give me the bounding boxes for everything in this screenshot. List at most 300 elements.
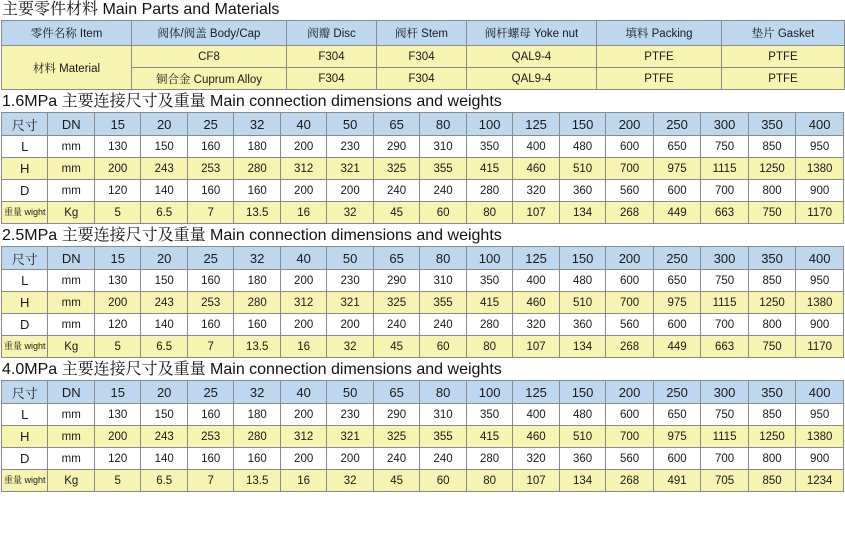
dimension-cell: 360 bbox=[559, 448, 605, 470]
dn-header-cell: 15 bbox=[94, 113, 140, 136]
parts-cell: PTFE bbox=[597, 68, 722, 90]
dimension-cell: 650 bbox=[653, 404, 701, 426]
dimension-cell: 1380 bbox=[796, 426, 844, 448]
dimension-cell: 800 bbox=[748, 314, 796, 336]
parts-cell: QAL9-4 bbox=[467, 46, 597, 68]
row-label: 重量 wight bbox=[2, 470, 48, 492]
dn-header-cell: 15 bbox=[94, 247, 140, 270]
dimension-cell: 200 bbox=[280, 136, 326, 158]
dimension-cell: 700 bbox=[701, 448, 749, 470]
parts-title: 主要零件材料 Main Parts and Materials bbox=[2, 1, 280, 18]
parts-cell: PTFE bbox=[597, 46, 722, 68]
dimension-cell: 290 bbox=[373, 270, 419, 292]
dimension-cell: 310 bbox=[420, 404, 466, 426]
dimension-cell: 280 bbox=[466, 180, 512, 202]
dimension-cell: 321 bbox=[327, 292, 373, 314]
dimension-cell: 350 bbox=[466, 404, 512, 426]
dn-header-cell: 150 bbox=[559, 113, 605, 136]
dn-header-cell: 400 bbox=[796, 381, 844, 404]
dimension-cell: 32 bbox=[327, 336, 373, 358]
parts-cell: F304 bbox=[287, 46, 377, 68]
row-label: H bbox=[2, 426, 48, 448]
dimension-cell: 560 bbox=[606, 448, 654, 470]
dn-header-cell: 150 bbox=[559, 381, 605, 404]
dn-header-cell: 125 bbox=[513, 381, 559, 404]
dimension-cell: 243 bbox=[141, 426, 187, 448]
dimension-cell: 350 bbox=[466, 270, 512, 292]
dn-header-cell: DN bbox=[48, 381, 94, 404]
dimension-cell: 320 bbox=[513, 448, 559, 470]
dimension-cell: 705 bbox=[701, 470, 749, 492]
dimension-cell: 268 bbox=[606, 470, 654, 492]
dimension-cell: 160 bbox=[187, 180, 233, 202]
dimension-cell: 325 bbox=[373, 426, 419, 448]
dimension-row bbox=[2, 180, 844, 202]
dimension-cell: 290 bbox=[373, 404, 419, 426]
dn-header-cell: 100 bbox=[466, 113, 512, 136]
dimension-cell: 320 bbox=[513, 180, 559, 202]
dimension-cell: 460 bbox=[513, 292, 559, 314]
row-label: 重量 wight bbox=[2, 202, 48, 224]
row-unit: mm bbox=[48, 158, 94, 180]
dimension-cell: 280 bbox=[234, 292, 280, 314]
dimension-cell: 13.5 bbox=[234, 202, 280, 224]
dimension-cell: 5 bbox=[94, 336, 140, 358]
dn-header-cell: 300 bbox=[701, 247, 749, 270]
dn-header-cell: 20 bbox=[141, 381, 187, 404]
dimension-cell: 1380 bbox=[796, 158, 844, 180]
dimension-cell: 80 bbox=[466, 470, 512, 492]
dn-header-cell: 125 bbox=[513, 113, 559, 136]
dimension-cell: 510 bbox=[559, 158, 605, 180]
dimension-row bbox=[2, 470, 844, 492]
dimension-cell: 230 bbox=[327, 136, 373, 158]
dimension-cell: 650 bbox=[653, 136, 701, 158]
dimension-cell: 1115 bbox=[701, 292, 749, 314]
dimension-cell: 950 bbox=[796, 404, 844, 426]
dimension-cell: 240 bbox=[420, 448, 466, 470]
dimension-cell: 45 bbox=[373, 470, 419, 492]
row-unit: mm bbox=[48, 292, 94, 314]
dimension-cell: 140 bbox=[141, 448, 187, 470]
dimension-cell: 134 bbox=[559, 202, 605, 224]
dimension-cell: 107 bbox=[513, 470, 559, 492]
dimension-cell: 600 bbox=[653, 448, 701, 470]
dimension-cell: 480 bbox=[559, 270, 605, 292]
dimension-cell: 310 bbox=[420, 136, 466, 158]
dimension-cell: 6.5 bbox=[141, 470, 187, 492]
parts-header-cell: 阀杆螺母 Yoke nut bbox=[467, 21, 597, 46]
parts-cell: F304 bbox=[287, 68, 377, 90]
dimension-cell: 700 bbox=[606, 426, 654, 448]
dimensions-title: 2.5MPa 主要连接尺寸及重量 Main connection dimensions and weights bbox=[2, 227, 502, 244]
dimension-cell: 663 bbox=[701, 336, 749, 358]
row-unit: Kg bbox=[48, 336, 94, 358]
dimension-cell: 312 bbox=[280, 158, 326, 180]
parts-header-cell: 阀瓣 Disc bbox=[287, 21, 377, 46]
dn-header-cell: 50 bbox=[327, 247, 373, 270]
dimension-cell: 449 bbox=[653, 202, 701, 224]
dimension-cell: 400 bbox=[513, 136, 559, 158]
row-unit: mm bbox=[48, 404, 94, 426]
dimension-cell: 120 bbox=[94, 180, 140, 202]
dimension-cell: 130 bbox=[94, 404, 140, 426]
dn-header-cell: 40 bbox=[280, 113, 326, 136]
dimension-cell: 107 bbox=[513, 336, 559, 358]
dimension-cell: 140 bbox=[141, 180, 187, 202]
dn-header-cell: 250 bbox=[653, 113, 701, 136]
dn-header-cell: 200 bbox=[606, 113, 654, 136]
dn-header-cell: 250 bbox=[653, 381, 701, 404]
parts-materials-table bbox=[1, 20, 845, 90]
dimension-cell: 160 bbox=[187, 136, 233, 158]
dn-header-cell: 尺寸 bbox=[2, 113, 48, 136]
dimension-cell: 200 bbox=[327, 314, 373, 336]
dn-header-cell: 125 bbox=[513, 247, 559, 270]
row-label: D bbox=[2, 180, 48, 202]
parts-header-cell: 阀体/阀盖 Body/Cap bbox=[132, 21, 287, 46]
dimension-row bbox=[2, 202, 844, 224]
dn-header-cell: 50 bbox=[327, 381, 373, 404]
dimension-row bbox=[2, 448, 844, 470]
dn-header-cell: 200 bbox=[606, 381, 654, 404]
dimension-cell: 560 bbox=[606, 314, 654, 336]
dimension-cell: 510 bbox=[559, 292, 605, 314]
dimension-cell: 200 bbox=[280, 448, 326, 470]
dimension-cell: 134 bbox=[559, 336, 605, 358]
dimension-cell: 16 bbox=[280, 336, 326, 358]
dimension-cell: 150 bbox=[141, 136, 187, 158]
dimension-cell: 160 bbox=[187, 270, 233, 292]
dimension-cell: 13.5 bbox=[234, 336, 280, 358]
dimension-cell: 32 bbox=[327, 202, 373, 224]
dimension-cell: 900 bbox=[796, 448, 844, 470]
row-unit: mm bbox=[48, 426, 94, 448]
dimension-cell: 750 bbox=[748, 202, 796, 224]
dimension-cell: 750 bbox=[748, 336, 796, 358]
dimension-cell: 600 bbox=[606, 270, 654, 292]
dimension-cell: 1234 bbox=[796, 470, 844, 492]
dimension-cell: 700 bbox=[606, 292, 654, 314]
dimension-cell: 480 bbox=[559, 136, 605, 158]
dimension-cell: 1250 bbox=[748, 292, 796, 314]
dimension-cell: 243 bbox=[141, 292, 187, 314]
dimension-cell: 290 bbox=[373, 136, 419, 158]
dimension-cell: 230 bbox=[327, 270, 373, 292]
dimension-cell: 1380 bbox=[796, 292, 844, 314]
dimension-cell: 321 bbox=[327, 158, 373, 180]
dimensions-header-row bbox=[2, 247, 844, 270]
dimension-cell: 460 bbox=[513, 426, 559, 448]
dimension-cell: 355 bbox=[420, 292, 466, 314]
dimension-cell: 268 bbox=[606, 202, 654, 224]
row-unit: mm bbox=[48, 270, 94, 292]
dimension-cell: 130 bbox=[94, 136, 140, 158]
dimension-cell: 1170 bbox=[796, 202, 844, 224]
dimension-cell: 160 bbox=[187, 404, 233, 426]
dimension-cell: 60 bbox=[420, 336, 466, 358]
dimension-cell: 600 bbox=[606, 404, 654, 426]
dimension-cell: 200 bbox=[94, 292, 140, 314]
dimension-cell: 700 bbox=[701, 180, 749, 202]
dimension-row bbox=[2, 136, 844, 158]
dimension-cell: 950 bbox=[796, 270, 844, 292]
dn-header-cell: 65 bbox=[373, 113, 419, 136]
dimension-cell: 253 bbox=[187, 158, 233, 180]
parts-header-cell: 填料 Packing bbox=[597, 21, 722, 46]
dimension-cell: 6.5 bbox=[141, 336, 187, 358]
dimension-cell: 663 bbox=[701, 202, 749, 224]
dn-header-cell: 32 bbox=[234, 247, 280, 270]
dimension-cell: 280 bbox=[234, 426, 280, 448]
dimension-cell: 134 bbox=[559, 470, 605, 492]
dimension-cell: 160 bbox=[234, 180, 280, 202]
dimension-cell: 975 bbox=[653, 158, 701, 180]
dn-header-cell: 50 bbox=[327, 113, 373, 136]
dn-header-cell: 15 bbox=[94, 381, 140, 404]
dimension-cell: 240 bbox=[373, 180, 419, 202]
dimension-cell: 240 bbox=[373, 448, 419, 470]
parts-cell: PTFE bbox=[722, 68, 845, 90]
row-label: D bbox=[2, 448, 48, 470]
dimension-cell: 180 bbox=[234, 404, 280, 426]
dn-header-cell: 25 bbox=[187, 381, 233, 404]
row-label: H bbox=[2, 292, 48, 314]
dimension-cell: 850 bbox=[748, 270, 796, 292]
dn-header-cell: 25 bbox=[187, 247, 233, 270]
dn-header-cell: 80 bbox=[420, 113, 466, 136]
dn-header-cell: 65 bbox=[373, 381, 419, 404]
dimension-cell: 200 bbox=[280, 404, 326, 426]
dimension-cell: 325 bbox=[373, 158, 419, 180]
dimension-cell: 700 bbox=[701, 314, 749, 336]
dn-header-cell: 250 bbox=[653, 247, 701, 270]
dimension-cell: 310 bbox=[420, 270, 466, 292]
row-label: H bbox=[2, 158, 48, 180]
row-unit: mm bbox=[48, 180, 94, 202]
row-label: L bbox=[2, 270, 48, 292]
parts-header-cell: 阀杆 Stem bbox=[377, 21, 467, 46]
dimension-cell: 700 bbox=[606, 158, 654, 180]
dn-header-cell: 400 bbox=[796, 113, 844, 136]
dn-header-cell: 400 bbox=[796, 247, 844, 270]
dimensions-title: 4.0MPa 主要连接尺寸及重量 Main connection dimensions and weights bbox=[2, 361, 502, 378]
row-unit: Kg bbox=[48, 470, 94, 492]
dimension-cell: 80 bbox=[466, 336, 512, 358]
material-label: 材料 Material bbox=[2, 46, 132, 90]
dimension-cell: 200 bbox=[94, 426, 140, 448]
dimension-cell: 355 bbox=[420, 158, 466, 180]
dn-header-cell: 尺寸 bbox=[2, 247, 48, 270]
dimension-cell: 1250 bbox=[748, 158, 796, 180]
dn-header-cell: 25 bbox=[187, 113, 233, 136]
dimension-cell: 160 bbox=[187, 314, 233, 336]
dimension-cell: 975 bbox=[653, 426, 701, 448]
dimension-cell: 900 bbox=[796, 314, 844, 336]
dimension-row bbox=[2, 270, 844, 292]
dn-header-cell: DN bbox=[48, 247, 94, 270]
dimension-cell: 7 bbox=[187, 202, 233, 224]
dimension-cell: 750 bbox=[701, 404, 749, 426]
dimension-cell: 280 bbox=[466, 314, 512, 336]
row-unit: mm bbox=[48, 136, 94, 158]
dn-header-cell: 100 bbox=[466, 247, 512, 270]
dimension-cell: 7 bbox=[187, 470, 233, 492]
dimension-cell: 480 bbox=[559, 404, 605, 426]
dimension-cell: 280 bbox=[466, 448, 512, 470]
dn-header-cell: 80 bbox=[420, 247, 466, 270]
dimension-cell: 600 bbox=[653, 180, 701, 202]
dimension-cell: 750 bbox=[701, 270, 749, 292]
dimension-cell: 850 bbox=[748, 404, 796, 426]
dn-header-cell: 350 bbox=[748, 113, 796, 136]
dimension-cell: 950 bbox=[796, 136, 844, 158]
dimension-cell: 200 bbox=[94, 158, 140, 180]
dimension-cell: 321 bbox=[327, 426, 373, 448]
dimension-cell: 750 bbox=[701, 136, 749, 158]
dimension-cell: 650 bbox=[653, 270, 701, 292]
dimensions-table bbox=[1, 380, 844, 492]
dimension-cell: 200 bbox=[327, 448, 373, 470]
dimension-row bbox=[2, 404, 844, 426]
dimension-cell: 1115 bbox=[701, 158, 749, 180]
dimension-cell: 510 bbox=[559, 426, 605, 448]
parts-cell: PTFE bbox=[722, 46, 845, 68]
dn-header-cell: 150 bbox=[559, 247, 605, 270]
dimension-row bbox=[2, 158, 844, 180]
dn-header-cell: 尺寸 bbox=[2, 381, 48, 404]
dn-header-cell: 350 bbox=[748, 247, 796, 270]
dimension-cell: 180 bbox=[234, 270, 280, 292]
parts-cell: QAL9-4 bbox=[467, 68, 597, 90]
dimension-cell: 6.5 bbox=[141, 202, 187, 224]
parts-header-cell: 零件名称 Item bbox=[2, 21, 132, 46]
dimension-cell: 5 bbox=[94, 202, 140, 224]
dimension-cell: 253 bbox=[187, 426, 233, 448]
dimension-row bbox=[2, 336, 844, 358]
dimension-cell: 80 bbox=[466, 202, 512, 224]
dimension-cell: 800 bbox=[748, 180, 796, 202]
dimension-cell: 60 bbox=[420, 202, 466, 224]
dimension-cell: 130 bbox=[94, 270, 140, 292]
dimension-cell: 1115 bbox=[701, 426, 749, 448]
dimension-cell: 400 bbox=[513, 404, 559, 426]
parts-header-row bbox=[2, 21, 845, 46]
dimension-cell: 253 bbox=[187, 292, 233, 314]
dimension-cell: 312 bbox=[280, 292, 326, 314]
dimension-cell: 600 bbox=[653, 314, 701, 336]
dimension-cell: 350 bbox=[466, 136, 512, 158]
dimension-cell: 200 bbox=[280, 314, 326, 336]
dimension-cell: 45 bbox=[373, 336, 419, 358]
dimension-cell: 312 bbox=[280, 426, 326, 448]
dimension-cell: 1250 bbox=[748, 426, 796, 448]
row-unit: Kg bbox=[48, 202, 94, 224]
dimension-cell: 355 bbox=[420, 426, 466, 448]
dimension-cell: 800 bbox=[748, 448, 796, 470]
dimension-cell: 230 bbox=[327, 404, 373, 426]
dn-header-cell: 40 bbox=[280, 247, 326, 270]
dn-header-cell: 65 bbox=[373, 247, 419, 270]
parts-cell: 铜合金 Cuprum Alloy bbox=[132, 68, 287, 90]
dimension-cell: 850 bbox=[748, 470, 796, 492]
dimension-cell: 360 bbox=[559, 314, 605, 336]
dimension-cell: 200 bbox=[327, 180, 373, 202]
dimension-row bbox=[2, 292, 844, 314]
row-label: 重量 wight bbox=[2, 336, 48, 358]
dimension-cell: 320 bbox=[513, 314, 559, 336]
dn-header-cell: 100 bbox=[466, 381, 512, 404]
dimension-cell: 5 bbox=[94, 470, 140, 492]
dn-header-cell: 300 bbox=[701, 113, 749, 136]
dimension-cell: 460 bbox=[513, 158, 559, 180]
dimension-cell: 200 bbox=[280, 270, 326, 292]
parts-cell: F304 bbox=[377, 46, 467, 68]
row-unit: mm bbox=[48, 314, 94, 336]
dimension-cell: 415 bbox=[466, 158, 512, 180]
dimension-cell: 850 bbox=[748, 136, 796, 158]
dimension-cell: 491 bbox=[653, 470, 701, 492]
dimension-cell: 120 bbox=[94, 314, 140, 336]
dimension-cell: 415 bbox=[466, 292, 512, 314]
dimension-cell: 120 bbox=[94, 448, 140, 470]
parts-cell: CF8 bbox=[132, 46, 287, 68]
parts-header-cell: 垫片 Gasket bbox=[722, 21, 845, 46]
dimension-cell: 240 bbox=[420, 180, 466, 202]
row-label: L bbox=[2, 136, 48, 158]
dimension-cell: 268 bbox=[606, 336, 654, 358]
dimension-cell: 140 bbox=[141, 314, 187, 336]
dimension-cell: 32 bbox=[327, 470, 373, 492]
dn-header-cell: 80 bbox=[420, 381, 466, 404]
dimension-cell: 280 bbox=[234, 158, 280, 180]
dimension-row bbox=[2, 314, 844, 336]
dimensions-header-row bbox=[2, 381, 844, 404]
dimension-cell: 360 bbox=[559, 180, 605, 202]
dn-header-cell: 200 bbox=[606, 247, 654, 270]
dn-header-cell: 32 bbox=[234, 381, 280, 404]
dn-header-cell: 20 bbox=[141, 247, 187, 270]
dimension-cell: 7 bbox=[187, 336, 233, 358]
dimensions-title: 1.6MPa 主要连接尺寸及重量 Main connection dimensions and weights bbox=[2, 93, 502, 110]
dimension-cell: 150 bbox=[141, 270, 187, 292]
dimension-cell: 160 bbox=[234, 314, 280, 336]
dimensions-table bbox=[1, 246, 844, 358]
dn-header-cell: DN bbox=[48, 113, 94, 136]
row-label: L bbox=[2, 404, 48, 426]
row-unit: mm bbox=[48, 448, 94, 470]
dn-header-cell: 20 bbox=[141, 113, 187, 136]
dimensions-table bbox=[1, 112, 844, 224]
dimension-cell: 60 bbox=[420, 470, 466, 492]
dimension-cell: 449 bbox=[653, 336, 701, 358]
dimension-cell: 180 bbox=[234, 136, 280, 158]
dimensions-header-row bbox=[2, 113, 844, 136]
dimension-cell: 13.5 bbox=[234, 470, 280, 492]
dimension-cell: 560 bbox=[606, 180, 654, 202]
dimension-cell: 107 bbox=[513, 202, 559, 224]
dimension-cell: 243 bbox=[141, 158, 187, 180]
dn-header-cell: 350 bbox=[748, 381, 796, 404]
dn-header-cell: 300 bbox=[701, 381, 749, 404]
parts-cell: F304 bbox=[377, 68, 467, 90]
dimension-row bbox=[2, 426, 844, 448]
dimension-cell: 200 bbox=[280, 180, 326, 202]
dimension-cell: 45 bbox=[373, 202, 419, 224]
row-label: D bbox=[2, 314, 48, 336]
dn-header-cell: 32 bbox=[234, 113, 280, 136]
dimension-cell: 160 bbox=[187, 448, 233, 470]
